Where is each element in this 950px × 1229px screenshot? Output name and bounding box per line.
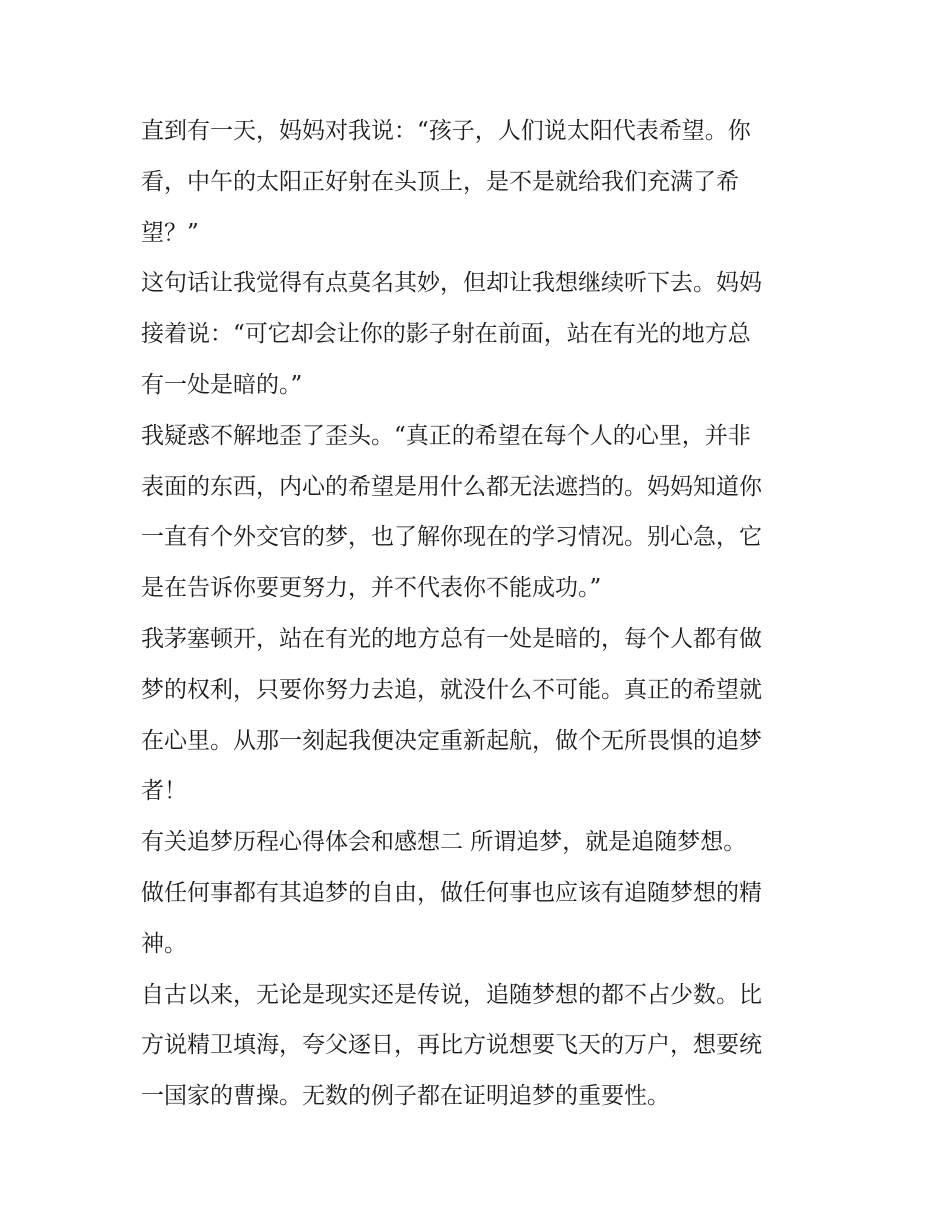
text-line: 一直有个外交官的梦，也了解你现在的学习情况。别心急，它 [141,524,762,551]
text-line: 表面的东西，内心的希望是用什么都无法遮挡的。妈妈知道你 [141,473,762,500]
text-line: 做任何事都有其追梦的自由，做任何事也应该有追随梦想的精 [141,879,762,906]
text-line: 梦的权利，只要你努力去追，就没什么不可能。真正的希望就 [141,676,762,703]
text-line: 自古以来，无论是现实还是传说，追随梦想的都不占少数。比 [141,981,762,1008]
text-line: 我疑惑不解地歪了歪头。“真正的希望在每个人的心里，并非 [141,422,751,449]
text-line: 看，中午的太阳正好射在头顶上，是不是就给我们充满了希 [141,168,739,195]
text-line: 接着说：“可它却会让你的影子射在前面，站在有光的地方总 [141,321,751,348]
document-body [141,106,831,1122]
text-line: 有关追梦历程心得体会和感想二 所谓追梦，就是追随梦想。 [141,829,747,856]
text-line: 是在告诉你要更努力，并不代表你不能成功。” [141,575,602,602]
text-line: 神。 [141,930,187,957]
text-line: 一国家的曹操。无数的例子都在证明追梦的重要性。 [141,1083,670,1110]
text-line: 望？” [141,219,199,246]
text-line: 这句话让我觉得有点莫名其妙，但却让我想继续听下去。妈妈 [141,270,762,297]
text-line: 我茅塞顿开，站在有光的地方总有一处是暗的，每个人都有做 [141,625,762,652]
text-line: 有一处是暗的。” [141,371,303,398]
text-line: 者！ [141,778,187,805]
text-line: 方说精卫填海，夸父逐日，再比方说想要飞天的万户，想要统 [141,1032,762,1059]
text-line: 直到有一天，妈妈对我说：“孩子，人们说太阳代表希望。你 [141,118,751,144]
text-line: 在心里。从那一刻起我便决定重新起航，做个无所畏惧的追梦 [141,727,762,754]
